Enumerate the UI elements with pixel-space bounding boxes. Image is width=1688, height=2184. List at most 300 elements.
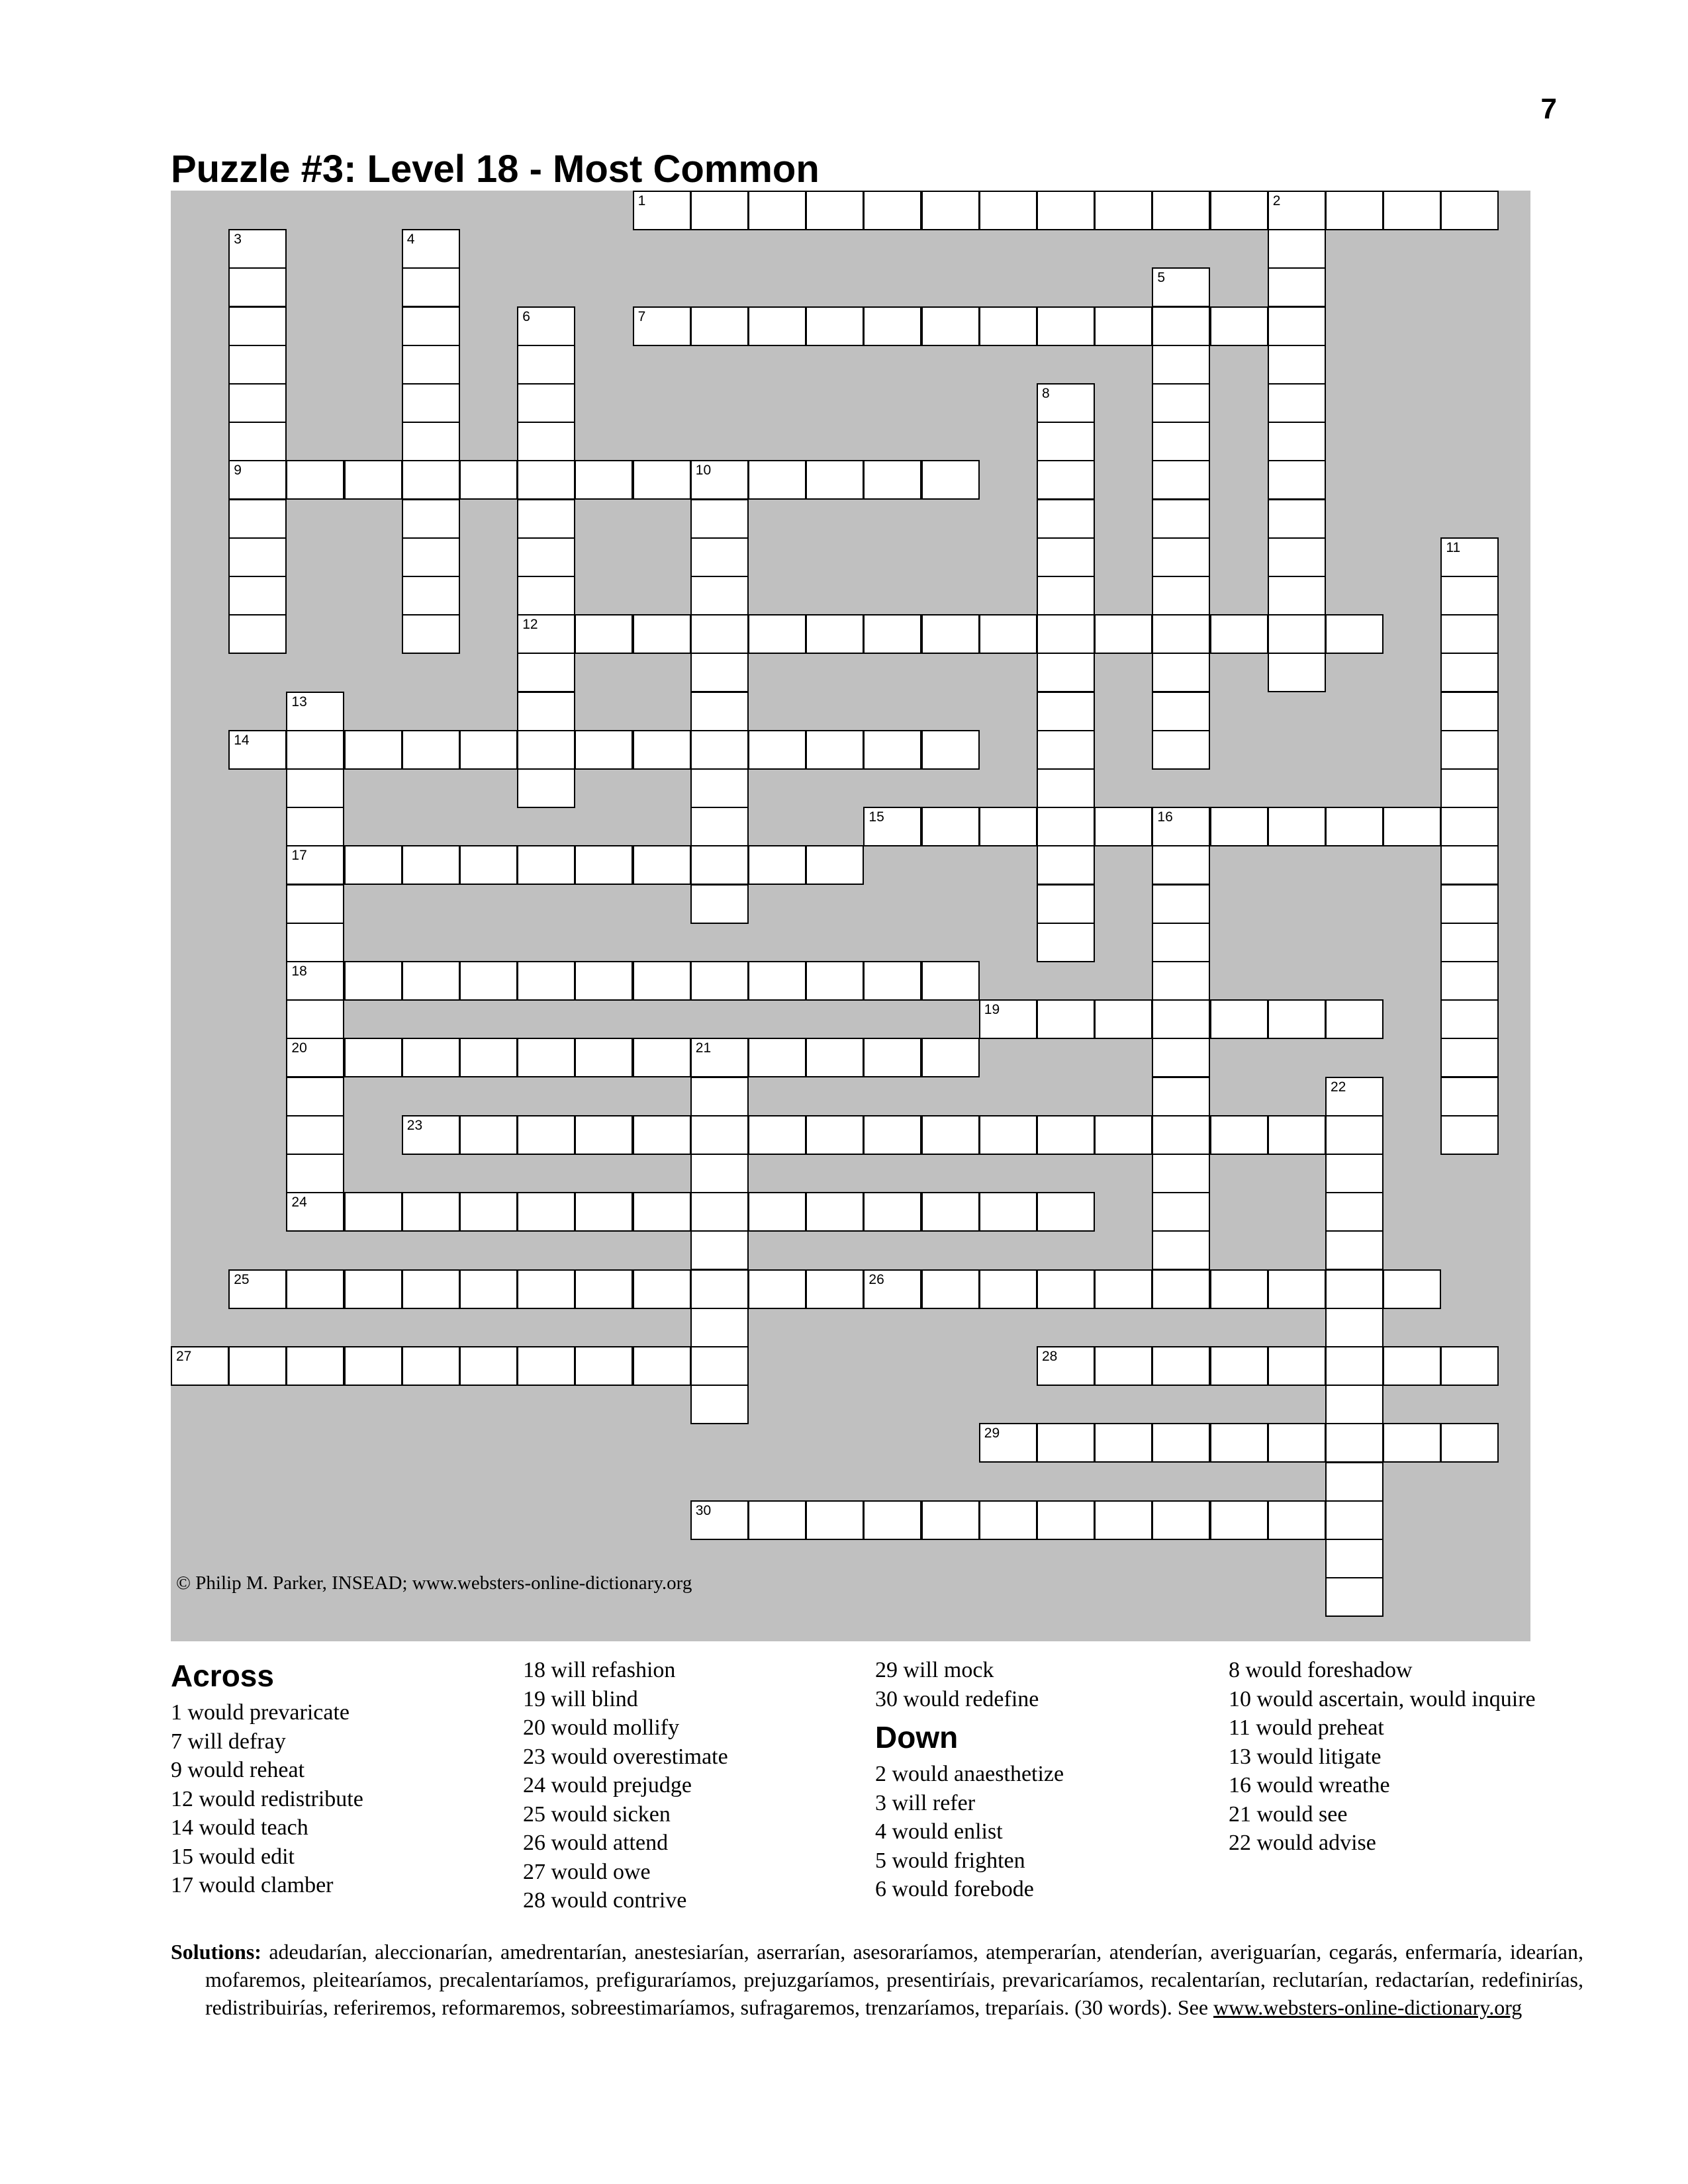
- grid-cell[interactable]: [228, 730, 287, 770]
- grid-cell[interactable]: [1268, 460, 1326, 500]
- grid-cell[interactable]: [748, 961, 806, 1001]
- grid-cell[interactable]: [690, 1192, 749, 1232]
- grid-cell[interactable]: [1440, 1115, 1499, 1155]
- grid-cell[interactable]: [459, 1038, 518, 1077]
- grid-cell[interactable]: [690, 1038, 749, 1077]
- grid-cell[interactable]: [575, 845, 633, 885]
- grid-cell[interactable]: [228, 614, 287, 654]
- grid-cell[interactable]: [748, 1038, 806, 1077]
- grid-cell[interactable]: [402, 499, 460, 539]
- grid-cell[interactable]: [1268, 383, 1326, 423]
- grid-cell[interactable]: [286, 1115, 344, 1155]
- grid-cell[interactable]: [1210, 191, 1268, 230]
- grid-cell[interactable]: [1094, 999, 1152, 1039]
- grid-cell[interactable]: [1037, 692, 1095, 731]
- grid-cell[interactable]: [402, 306, 460, 346]
- grid-cell[interactable]: [344, 961, 402, 1001]
- grid-cell[interactable]: [344, 1346, 402, 1386]
- grid-cell[interactable]: [517, 614, 575, 654]
- grid-cell[interactable]: [979, 1115, 1037, 1155]
- grid-cell[interactable]: [1037, 499, 1095, 539]
- grid-cell[interactable]: [1210, 306, 1268, 346]
- grid-cell[interactable]: [1094, 1115, 1152, 1155]
- grid-cell[interactable]: [402, 1269, 460, 1309]
- grid-cell[interactable]: [459, 1115, 518, 1155]
- grid-cell[interactable]: [1325, 1385, 1383, 1424]
- grid-cell[interactable]: [690, 460, 749, 500]
- grid-cell[interactable]: [1094, 191, 1152, 230]
- grid-cell[interactable]: [748, 845, 806, 885]
- grid-cell[interactable]: [1037, 884, 1095, 924]
- grid-cell[interactable]: [1440, 999, 1499, 1039]
- grid-cell[interactable]: [690, 191, 749, 230]
- grid-cell[interactable]: [575, 1115, 633, 1155]
- grid-cell[interactable]: [690, 1154, 749, 1193]
- grid-cell[interactable]: [1210, 999, 1268, 1039]
- grid-cell[interactable]: [863, 807, 921, 846]
- grid-cell[interactable]: [402, 345, 460, 385]
- grid-cell[interactable]: [1268, 1500, 1326, 1540]
- grid-cell[interactable]: [1325, 1269, 1383, 1309]
- grid-cell[interactable]: [1440, 1346, 1499, 1386]
- grid-cell[interactable]: [690, 692, 749, 731]
- grid-cell[interactable]: [806, 961, 864, 1001]
- grid-cell[interactable]: [1152, 345, 1210, 385]
- grid-cell[interactable]: [806, 1192, 864, 1232]
- grid-cell[interactable]: [286, 692, 344, 731]
- grid-cell[interactable]: [228, 537, 287, 577]
- grid-cell[interactable]: [402, 537, 460, 577]
- grid-cell[interactable]: [633, 460, 691, 500]
- grid-cell[interactable]: [1440, 1077, 1499, 1116]
- grid-cell[interactable]: [402, 1038, 460, 1077]
- grid-cell[interactable]: [1210, 614, 1268, 654]
- grid-cell[interactable]: [1152, 267, 1210, 307]
- grid-cell[interactable]: [1037, 306, 1095, 346]
- grid-cell[interactable]: [1037, 537, 1095, 577]
- grid-cell[interactable]: [517, 345, 575, 385]
- grid-cell[interactable]: [1152, 1230, 1210, 1270]
- grid-cell[interactable]: [806, 191, 864, 230]
- grid-cell[interactable]: [1037, 1192, 1095, 1232]
- grid-cell[interactable]: [1152, 1115, 1210, 1155]
- grid-cell[interactable]: [979, 999, 1037, 1039]
- grid-cell[interactable]: [633, 730, 691, 770]
- grid-cell[interactable]: [1210, 1115, 1268, 1155]
- grid-cell[interactable]: [1037, 191, 1095, 230]
- grid-cell[interactable]: [575, 1346, 633, 1386]
- grid-cell[interactable]: [633, 961, 691, 1001]
- grid-cell[interactable]: [633, 191, 691, 230]
- grid-cell[interactable]: [1094, 1500, 1152, 1540]
- grid-cell[interactable]: [1440, 191, 1499, 230]
- grid-cell[interactable]: [459, 730, 518, 770]
- grid-cell[interactable]: [1268, 422, 1326, 461]
- grid-cell[interactable]: [1152, 653, 1210, 692]
- grid-cell[interactable]: [1152, 961, 1210, 1001]
- grid-cell[interactable]: [1152, 191, 1210, 230]
- grid-cell[interactable]: [402, 422, 460, 461]
- grid-cell[interactable]: [979, 1192, 1037, 1232]
- grid-cell[interactable]: [517, 460, 575, 500]
- grid-cell[interactable]: [1037, 999, 1095, 1039]
- grid-cell[interactable]: [517, 768, 575, 808]
- grid-cell[interactable]: [633, 306, 691, 346]
- grid-cell[interactable]: [402, 961, 460, 1001]
- grid-cell[interactable]: [1383, 1423, 1441, 1463]
- grid-cell[interactable]: [1268, 999, 1326, 1039]
- grid-cell[interactable]: [1268, 1115, 1326, 1155]
- grid-cell[interactable]: [1152, 499, 1210, 539]
- grid-cell[interactable]: [1037, 768, 1095, 808]
- grid-cell[interactable]: [286, 1269, 344, 1309]
- grid-cell[interactable]: [863, 191, 921, 230]
- grid-cell[interactable]: [228, 345, 287, 385]
- grid-cell[interactable]: [286, 999, 344, 1039]
- grid-cell[interactable]: [228, 383, 287, 423]
- grid-cell[interactable]: [690, 306, 749, 346]
- grid-cell[interactable]: [1325, 1115, 1383, 1155]
- grid-cell[interactable]: [1152, 537, 1210, 577]
- grid-cell[interactable]: [1268, 537, 1326, 577]
- grid-cell[interactable]: [690, 884, 749, 924]
- grid-cell[interactable]: [1268, 499, 1326, 539]
- grid-cell[interactable]: [806, 1115, 864, 1155]
- grid-cell[interactable]: [228, 422, 287, 461]
- grid-cell[interactable]: [1152, 383, 1210, 423]
- grid-cell[interactable]: [748, 1192, 806, 1232]
- grid-cell[interactable]: [517, 306, 575, 346]
- grid-cell[interactable]: [1152, 1346, 1210, 1386]
- grid-cell[interactable]: [517, 653, 575, 692]
- grid-cell[interactable]: [1210, 1500, 1268, 1540]
- grid-cell[interactable]: [1037, 730, 1095, 770]
- grid-cell[interactable]: [863, 1269, 921, 1309]
- grid-cell[interactable]: [863, 1038, 921, 1077]
- grid-cell[interactable]: [517, 422, 575, 461]
- grid-cell[interactable]: [1383, 191, 1441, 230]
- grid-cell[interactable]: [1268, 306, 1326, 346]
- grid-cell[interactable]: [1094, 1346, 1152, 1386]
- grid-cell[interactable]: [459, 845, 518, 885]
- grid-cell[interactable]: [748, 306, 806, 346]
- grid-cell[interactable]: [690, 1500, 749, 1540]
- grid-cell[interactable]: [863, 460, 921, 500]
- grid-cell[interactable]: [402, 267, 460, 307]
- grid-cell[interactable]: [1268, 807, 1326, 846]
- grid-cell[interactable]: [402, 383, 460, 423]
- grid-cell[interactable]: [517, 1192, 575, 1232]
- grid-cell[interactable]: [1152, 1192, 1210, 1232]
- grid-cell[interactable]: [690, 614, 749, 654]
- grid-cell[interactable]: [921, 961, 980, 1001]
- grid-cell[interactable]: [633, 845, 691, 885]
- grid-cell[interactable]: [1325, 1346, 1383, 1386]
- grid-cell[interactable]: [517, 1269, 575, 1309]
- grid-cell[interactable]: [921, 306, 980, 346]
- grid-cell[interactable]: [1325, 1192, 1383, 1232]
- grid-cell[interactable]: [517, 845, 575, 885]
- grid-cell[interactable]: [748, 1115, 806, 1155]
- grid-cell[interactable]: [1037, 845, 1095, 885]
- grid-cell[interactable]: [1037, 576, 1095, 615]
- grid-cell[interactable]: [228, 460, 287, 500]
- grid-cell[interactable]: [228, 576, 287, 615]
- grid-cell[interactable]: [402, 1346, 460, 1386]
- grid-cell[interactable]: [863, 306, 921, 346]
- grid-cell[interactable]: [402, 1192, 460, 1232]
- grid-cell[interactable]: [1325, 999, 1383, 1039]
- grid-cell[interactable]: [1152, 422, 1210, 461]
- grid-cell[interactable]: [575, 1192, 633, 1232]
- grid-cell[interactable]: [690, 730, 749, 770]
- grid-cell[interactable]: [690, 768, 749, 808]
- grid-cell[interactable]: [1037, 653, 1095, 692]
- grid-cell[interactable]: [1268, 1423, 1326, 1463]
- grid-cell[interactable]: [1037, 383, 1095, 423]
- grid-cell[interactable]: [1268, 1346, 1326, 1386]
- grid-cell[interactable]: [806, 306, 864, 346]
- solutions-link[interactable]: www.websters-online-dictionary.org: [1213, 1995, 1523, 2019]
- grid-cell[interactable]: [921, 191, 980, 230]
- grid-cell[interactable]: [863, 1192, 921, 1232]
- grid-cell[interactable]: [1037, 1269, 1095, 1309]
- grid-cell[interactable]: [575, 614, 633, 654]
- grid-cell[interactable]: [228, 1269, 287, 1309]
- grid-cell[interactable]: [228, 499, 287, 539]
- grid-cell[interactable]: [344, 460, 402, 500]
- grid-cell[interactable]: [1325, 1423, 1383, 1463]
- grid-cell[interactable]: [1152, 306, 1210, 346]
- grid-cell[interactable]: [1440, 614, 1499, 654]
- grid-cell[interactable]: [1325, 1154, 1383, 1193]
- grid-cell[interactable]: [1440, 845, 1499, 885]
- grid-cell[interactable]: [1325, 1230, 1383, 1270]
- grid-cell[interactable]: [921, 730, 980, 770]
- grid-cell[interactable]: [806, 845, 864, 885]
- grid-cell[interactable]: [1037, 1423, 1095, 1463]
- grid-cell[interactable]: [1325, 1500, 1383, 1540]
- grid-cell[interactable]: [575, 460, 633, 500]
- grid-cell[interactable]: [1152, 884, 1210, 924]
- grid-cell[interactable]: [1440, 884, 1499, 924]
- grid-cell[interactable]: [806, 614, 864, 654]
- grid-cell[interactable]: [1094, 614, 1152, 654]
- grid-cell[interactable]: [1152, 576, 1210, 615]
- grid-cell[interactable]: [1440, 923, 1499, 962]
- grid-cell[interactable]: [1440, 768, 1499, 808]
- grid-cell[interactable]: [690, 1077, 749, 1116]
- grid-cell[interactable]: [748, 460, 806, 500]
- grid-cell[interactable]: [1440, 807, 1499, 846]
- grid-cell[interactable]: [1037, 1346, 1095, 1386]
- grid-cell[interactable]: [690, 576, 749, 615]
- grid-cell[interactable]: [286, 768, 344, 808]
- grid-cell[interactable]: [286, 923, 344, 962]
- grid-cell[interactable]: [1037, 460, 1095, 500]
- grid-cell[interactable]: [863, 614, 921, 654]
- grid-cell[interactable]: [286, 1192, 344, 1232]
- grid-cell[interactable]: [517, 961, 575, 1001]
- grid-cell[interactable]: [228, 267, 287, 307]
- grid-cell[interactable]: [806, 1500, 864, 1540]
- grid-cell[interactable]: [1268, 191, 1326, 230]
- grid-cell[interactable]: [921, 1500, 980, 1540]
- grid-cell[interactable]: [1383, 807, 1441, 846]
- grid-cell[interactable]: [921, 807, 980, 846]
- grid-cell[interactable]: [286, 845, 344, 885]
- grid-cell[interactable]: [402, 576, 460, 615]
- grid-cell[interactable]: [633, 1115, 691, 1155]
- grid-cell[interactable]: [1152, 923, 1210, 962]
- grid-cell[interactable]: [402, 845, 460, 885]
- grid-cell[interactable]: [1383, 1346, 1441, 1386]
- grid-cell[interactable]: [921, 1038, 980, 1077]
- grid-cell[interactable]: [517, 692, 575, 731]
- grid-cell[interactable]: [575, 730, 633, 770]
- grid-cell[interactable]: [517, 730, 575, 770]
- grid-cell[interactable]: [1325, 614, 1383, 654]
- grid-cell[interactable]: [690, 1385, 749, 1424]
- grid-cell[interactable]: [1440, 1038, 1499, 1077]
- grid-cell[interactable]: [1268, 614, 1326, 654]
- grid-cell[interactable]: [633, 1269, 691, 1309]
- grid-cell[interactable]: [517, 383, 575, 423]
- grid-cell[interactable]: [344, 1269, 402, 1309]
- grid-cell[interactable]: [979, 614, 1037, 654]
- grid-cell[interactable]: [748, 730, 806, 770]
- grid-cell[interactable]: [459, 460, 518, 500]
- grid-cell[interactable]: [1440, 692, 1499, 731]
- grid-cell[interactable]: [979, 807, 1037, 846]
- grid-cell[interactable]: [459, 1269, 518, 1309]
- grid-cell[interactable]: [690, 499, 749, 539]
- grid-cell[interactable]: [748, 1269, 806, 1309]
- grid-cell[interactable]: [1268, 229, 1326, 269]
- grid-cell[interactable]: [286, 1077, 344, 1116]
- grid-cell[interactable]: [806, 460, 864, 500]
- grid-cell[interactable]: [228, 1346, 287, 1386]
- grid-cell[interactable]: [1152, 845, 1210, 885]
- grid-cell[interactable]: [690, 653, 749, 692]
- grid-cell[interactable]: [575, 1269, 633, 1309]
- grid-cell[interactable]: [633, 1038, 691, 1077]
- grid-cell[interactable]: [863, 961, 921, 1001]
- grid-cell[interactable]: [1094, 306, 1152, 346]
- grid-cell[interactable]: [1152, 730, 1210, 770]
- grid-cell[interactable]: [1268, 576, 1326, 615]
- grid-cell[interactable]: [863, 1500, 921, 1540]
- grid-cell[interactable]: [1268, 1269, 1326, 1309]
- grid-cell[interactable]: [921, 614, 980, 654]
- grid-cell[interactable]: [1152, 1154, 1210, 1193]
- grid-cell[interactable]: [1152, 807, 1210, 846]
- grid-cell[interactable]: [517, 1115, 575, 1155]
- grid-cell[interactable]: [459, 1346, 518, 1386]
- grid-cell[interactable]: [344, 1192, 402, 1232]
- grid-cell[interactable]: [517, 576, 575, 615]
- grid-cell[interactable]: [1325, 191, 1383, 230]
- grid-cell[interactable]: [1152, 460, 1210, 500]
- grid-cell[interactable]: [459, 961, 518, 1001]
- grid-cell[interactable]: [1037, 614, 1095, 654]
- grid-cell[interactable]: [1152, 999, 1210, 1039]
- grid-cell[interactable]: [1383, 1269, 1441, 1309]
- grid-cell[interactable]: [402, 1115, 460, 1155]
- grid-cell[interactable]: [690, 1115, 749, 1155]
- grid-cell[interactable]: [690, 1269, 749, 1309]
- grid-cell[interactable]: [1210, 1346, 1268, 1386]
- grid-cell[interactable]: [690, 807, 749, 846]
- grid-cell[interactable]: [979, 1269, 1037, 1309]
- grid-cell[interactable]: [575, 961, 633, 1001]
- grid-cell[interactable]: [171, 1346, 229, 1386]
- grid-cell[interactable]: [286, 730, 344, 770]
- grid-cell[interactable]: [1325, 1077, 1383, 1116]
- grid-cell[interactable]: [1037, 807, 1095, 846]
- grid-cell[interactable]: [806, 1269, 864, 1309]
- grid-cell[interactable]: [979, 191, 1037, 230]
- grid-cell[interactable]: [344, 845, 402, 885]
- grid-cell[interactable]: [286, 1038, 344, 1077]
- grid-cell[interactable]: [517, 537, 575, 577]
- grid-cell[interactable]: [344, 730, 402, 770]
- grid-cell[interactable]: [286, 884, 344, 924]
- grid-cell[interactable]: [1152, 1423, 1210, 1463]
- grid-cell[interactable]: [402, 614, 460, 654]
- grid-cell[interactable]: [1325, 807, 1383, 846]
- grid-cell[interactable]: [1325, 1462, 1383, 1502]
- grid-cell[interactable]: [286, 460, 344, 500]
- grid-cell[interactable]: [921, 1269, 980, 1309]
- grid-cell[interactable]: [1210, 1269, 1268, 1309]
- grid-cell[interactable]: [1152, 1038, 1210, 1077]
- grid-cell[interactable]: [228, 229, 287, 269]
- grid-cell[interactable]: [1325, 1539, 1383, 1578]
- grid-cell[interactable]: [863, 730, 921, 770]
- grid-cell[interactable]: [748, 1500, 806, 1540]
- grid-cell[interactable]: [979, 1500, 1037, 1540]
- grid-cell[interactable]: [1094, 1423, 1152, 1463]
- grid-cell[interactable]: [1152, 614, 1210, 654]
- grid-cell[interactable]: [921, 1115, 980, 1155]
- grid-cell[interactable]: [748, 191, 806, 230]
- grid-cell[interactable]: [921, 460, 980, 500]
- grid-cell[interactable]: [286, 961, 344, 1001]
- grid-cell[interactable]: [1037, 923, 1095, 962]
- grid-cell[interactable]: [402, 229, 460, 269]
- grid-cell[interactable]: [1152, 1077, 1210, 1116]
- grid-cell[interactable]: [1094, 1269, 1152, 1309]
- grid-cell[interactable]: [228, 306, 287, 346]
- grid-cell[interactable]: [1325, 1577, 1383, 1617]
- grid-cell[interactable]: [286, 807, 344, 846]
- grid-cell[interactable]: [979, 306, 1037, 346]
- grid-cell[interactable]: [1440, 576, 1499, 615]
- grid-cell[interactable]: [690, 1230, 749, 1270]
- grid-cell[interactable]: [1268, 345, 1326, 385]
- grid-cell[interactable]: [806, 730, 864, 770]
- grid-cell[interactable]: [1152, 1269, 1210, 1309]
- grid-cell[interactable]: [633, 1192, 691, 1232]
- grid-cell[interactable]: [921, 1192, 980, 1232]
- grid-cell[interactable]: [286, 1346, 344, 1386]
- grid-cell[interactable]: [1440, 1423, 1499, 1463]
- grid-cell[interactable]: [344, 1038, 402, 1077]
- grid-cell[interactable]: [748, 614, 806, 654]
- grid-cell[interactable]: [286, 1154, 344, 1193]
- grid-cell[interactable]: [690, 537, 749, 577]
